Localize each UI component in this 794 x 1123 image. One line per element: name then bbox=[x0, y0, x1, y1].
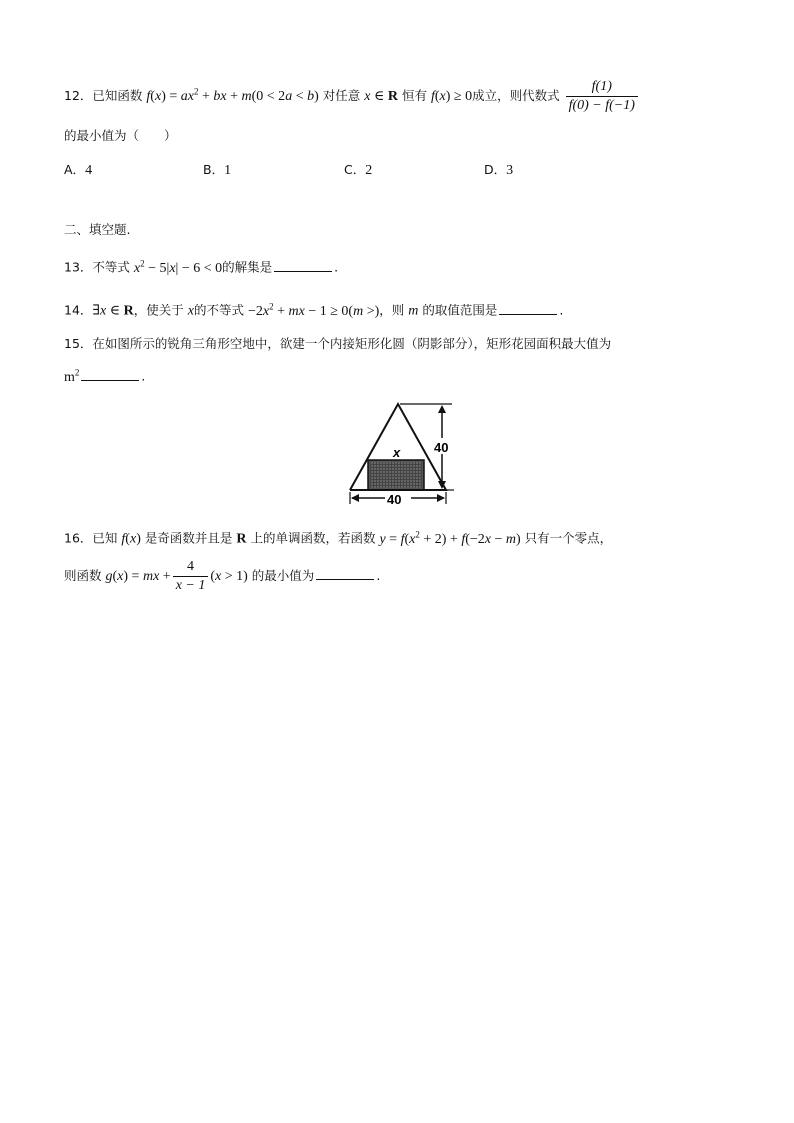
question-14-text: 的取值范围是 bbox=[422, 302, 498, 318]
question-16-text: 已知 bbox=[92, 530, 118, 546]
question-16-condition: (x > 1) bbox=[210, 569, 248, 584]
question-16-function: $y = f(x^2 + 2) + f(-2x - m)$ bbox=[379, 529, 521, 547]
question-14-text: 的不等式 bbox=[193, 302, 244, 318]
question-16-R: R bbox=[236, 531, 247, 547]
question-14 bbox=[64, 302, 563, 319]
question-16-line-1 bbox=[64, 530, 612, 547]
question-16-line-2 bbox=[64, 560, 380, 593]
option-letter: C． bbox=[344, 162, 366, 177]
answer-blank[interactable] bbox=[499, 313, 557, 315]
question-14-number: 14． bbox=[64, 302, 93, 318]
question-14-exists: ∃x ∈ R bbox=[92, 303, 134, 319]
question-12-domain: x ∈ R bbox=[364, 89, 398, 104]
section-title: 二、填空题. bbox=[64, 222, 131, 237]
question-12-text: 对任意 bbox=[322, 88, 361, 103]
question-12-condition: f(x) ≥ 0 bbox=[430, 89, 473, 104]
question-13-text: 不等式 bbox=[92, 259, 130, 275]
option-b bbox=[203, 160, 231, 179]
question-12-text: 恒有 bbox=[401, 88, 427, 103]
question-14-var-m: m bbox=[408, 303, 419, 319]
question-13-inequality: $x^2 - 5|x| - 6 < 0$ bbox=[133, 258, 223, 276]
answer-blank[interactable] bbox=[316, 578, 374, 580]
question-13 bbox=[64, 259, 338, 276]
question-12-fraction bbox=[566, 80, 638, 113]
question-16-text: 则函数 bbox=[64, 568, 102, 583]
option-d bbox=[484, 160, 513, 179]
question-16-number: 16． bbox=[64, 530, 93, 546]
question-15-line-1 bbox=[64, 338, 611, 351]
option-c bbox=[344, 160, 372, 179]
question-12-text: 已知函数 bbox=[92, 88, 143, 103]
question-16-g: g(x) = mx + bbox=[105, 569, 171, 584]
option-value: 1 bbox=[224, 163, 232, 178]
question-12-line-2: 的最小值为（ ） bbox=[64, 128, 177, 143]
question-13-number: 13． bbox=[64, 259, 93, 275]
base-label: 40 bbox=[387, 492, 402, 507]
period: . bbox=[141, 368, 146, 384]
option-value: 2 bbox=[365, 163, 373, 178]
question-16-text: 上的单调函数，若函数 bbox=[250, 530, 376, 546]
area-unit bbox=[64, 367, 80, 385]
option-letter: A． bbox=[64, 162, 86, 177]
question-16-text: 只有一个零点， bbox=[524, 530, 613, 546]
question-14-inequality: $-2x^2$ + mx − 1 ≥ 0(m >) bbox=[247, 301, 380, 319]
fraction-denominator: f(0) − f(−1) bbox=[566, 96, 638, 113]
height-arrow-up bbox=[438, 405, 446, 413]
question-16-text: 是奇函数并且是 bbox=[144, 530, 233, 546]
fraction-numerator: f(1) bbox=[591, 79, 612, 94]
question-12-text: 成立，则代数式 bbox=[472, 88, 560, 103]
answer-blank[interactable] bbox=[274, 270, 332, 272]
triangle-figure bbox=[338, 396, 458, 508]
period: . bbox=[376, 568, 381, 583]
question-12-function: $f(x) = ax^2$ + bx + m(0 < 2a < b) bbox=[146, 86, 319, 104]
base-arrow-left bbox=[351, 494, 359, 502]
height-label: 40 bbox=[434, 440, 449, 455]
option-letter: B． bbox=[203, 162, 225, 177]
option-letter: D． bbox=[484, 162, 507, 177]
question-12-number: 12． bbox=[64, 88, 93, 103]
question-13-text: 的解集是 bbox=[222, 259, 273, 275]
option-value: 3 bbox=[506, 163, 514, 178]
question-12-line-1 bbox=[64, 80, 640, 113]
answer-blank[interactable] bbox=[81, 379, 139, 381]
question-14-text: ，则 bbox=[379, 302, 405, 318]
period: . bbox=[559, 302, 564, 318]
question-16-text: 的最小值为 bbox=[251, 568, 315, 583]
option-value: 4 bbox=[85, 163, 93, 178]
fraction-numerator: 4 bbox=[187, 559, 195, 574]
base-arrow-right bbox=[437, 494, 445, 502]
question-14-var-x: x bbox=[187, 303, 194, 319]
unit: m bbox=[64, 369, 75, 385]
question-14-text: ，使关于 bbox=[133, 302, 184, 318]
question-15-text: 在如图所示的锐角三角形空地中，欲建一个内接矩形化圆（阴影部分），矩形花园面积最大值为 bbox=[92, 336, 612, 351]
variable-x-label: x bbox=[393, 445, 401, 460]
question-16-fraction bbox=[173, 560, 209, 593]
unit-exponent: 2 bbox=[74, 367, 80, 377]
question-15-number: 15． bbox=[64, 336, 93, 351]
period: . bbox=[334, 259, 339, 275]
question-15-line-2 bbox=[64, 368, 145, 385]
fraction-denominator: x − 1 bbox=[173, 576, 209, 593]
rectangle-shading bbox=[370, 462, 422, 488]
question-16-fx: f(x) bbox=[121, 531, 141, 547]
option-a bbox=[64, 160, 92, 179]
